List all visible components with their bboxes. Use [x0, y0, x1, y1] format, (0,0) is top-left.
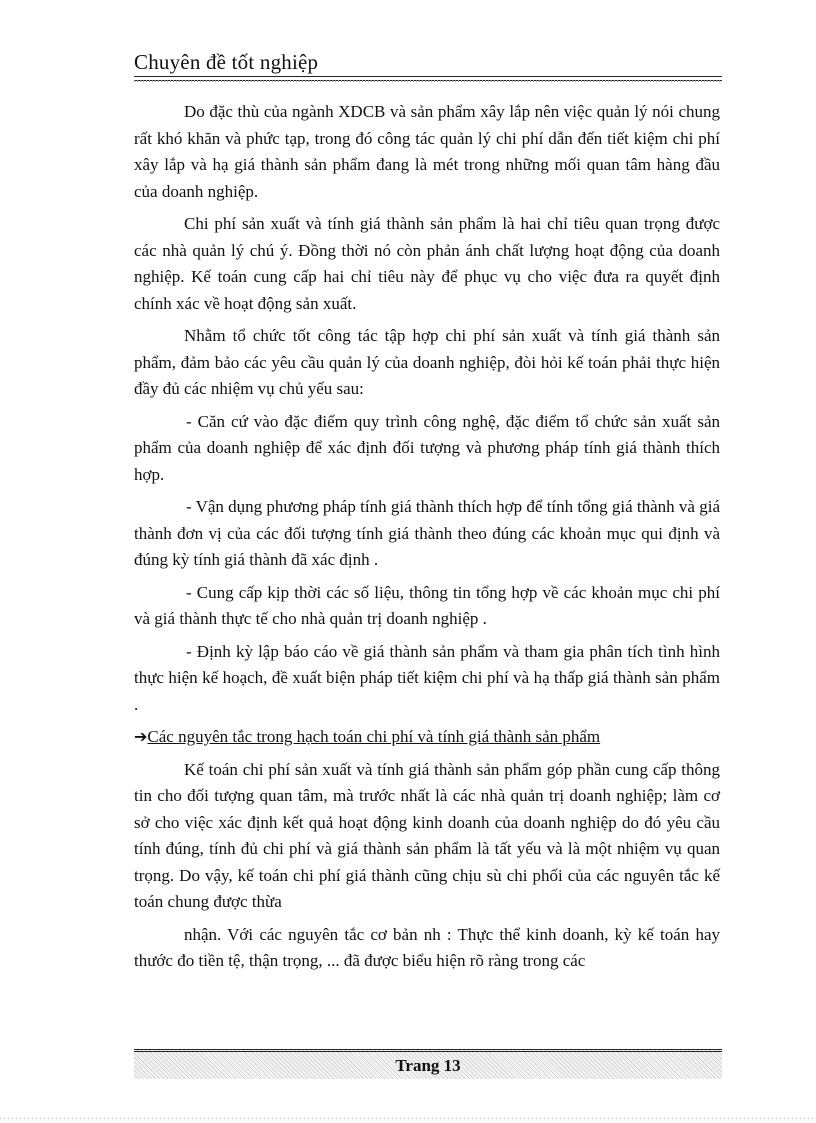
page-footer: [134, 1049, 722, 1079]
page-bottom-border: [0, 1118, 816, 1119]
header-divider: [134, 76, 722, 81]
page-header-title: Chuyên đề tốt nghiệp: [134, 50, 319, 74]
paragraph: Kế toán chi phí sản xuất và tính giá thành sản phẩm góp phần cung cấp thông tin cho đối tượng quan tâm, mà trước nhất là các nhà quản trị doanh nghiệp; làm cơ sở cho việc xác định kết quả hoạt động kinh doanh của doanh nghiệp do đó yêu cầu tính đúng, tính đủ chi phí và giá thành sản phẩm là tất yếu và là một nhiệm vụ quan trọng. Do vậy, kế toán chi phí giá thành cũng chịu sù chi phối của các nguyên tắc kế toán chung được thừa: [134, 759, 720, 911]
paragraph: Chi phí sản xuất và tính giá thành sản phẩm là hai chỉ tiêu quan trọng được các nhà quản lý chú ý. Đồng thời nó còn phản ánh chất lượng hoạt động của doanh nghiệp. Kế toán cung cấp hai chỉ tiêu này để phục vụ cho việc đưa ra quyết định chính xác về hoạt động sản xuất.: [134, 214, 720, 313]
section-heading-text: Các nguyên tắc trong hạch toán chi phí và tính giá thành sản phẩm: [147, 727, 601, 746]
document-body: [134, 99, 720, 981]
bullet-item: - Cung cấp kịp thời các số liệu, thông tin tổng hợp về các khoản mục chi phí và giá thành thực tế cho nhà quản trị doanh nghiệp .: [134, 582, 720, 628]
bullet-item: - Căn cứ vào đặc điểm quy trình công nghệ, đặc điểm tổ chức sản xuất sản phẩm của doanh nghiệp để xác định đối tượng và phương pháp tính giá thành thích hợp.: [134, 411, 720, 484]
page-number: Trang 13: [395, 1056, 461, 1075]
paragraph: Do đặc thù của ngành XDCB và sản phẩm xây lắp nên việc quản lý nói chung rất khó khăn và phức tạp, trong đó công tác quản lý chi phí dẫn đến tiết kiệm chi phí xây lắp và hạ giá thành sản phẩm đang là mét trong những mối quan tâm hàng đầu của doanh nghiệp.: [134, 102, 720, 201]
paragraph: nhận. Với các nguyên tắc cơ bản nh : Thực thể kinh doanh, kỳ kế toán hay thước đo tiền tệ, thận trọng, ... đã được biểu hiện rõ ràng trong các: [134, 924, 720, 970]
bullet-item: - Định kỳ lập báo cáo về giá thành sản phẩm và tham gia phân tích tình hình thực hiện kế hoạch, đề xuất biện pháp tiết kiệm chi phí và hạ thấp giá thành sản phẩm .: [134, 641, 720, 714]
paragraph: Nhằm tổ chức tốt công tác tập hợp chi phí sản xuất và tính giá thành sản phẩm, đảm bảo các yêu cầu quản lý của doanh nghiệp, đòi hỏi kế toán phải thực hiện đầy đủ các nhiệm vụ chủ yếu sau:: [134, 326, 720, 398]
arrow-icon: ➔: [134, 727, 148, 746]
bullet-item: - Vận dụng phương pháp tính giá thành thích hợp để tính tổng giá thành và giá thành đơn vị của các đối tượng tính giá thành theo đúng các khoản mục qui định và đúng kỳ tính giá thành đã xác định .: [134, 497, 720, 569]
section-heading: [134, 724, 720, 751]
